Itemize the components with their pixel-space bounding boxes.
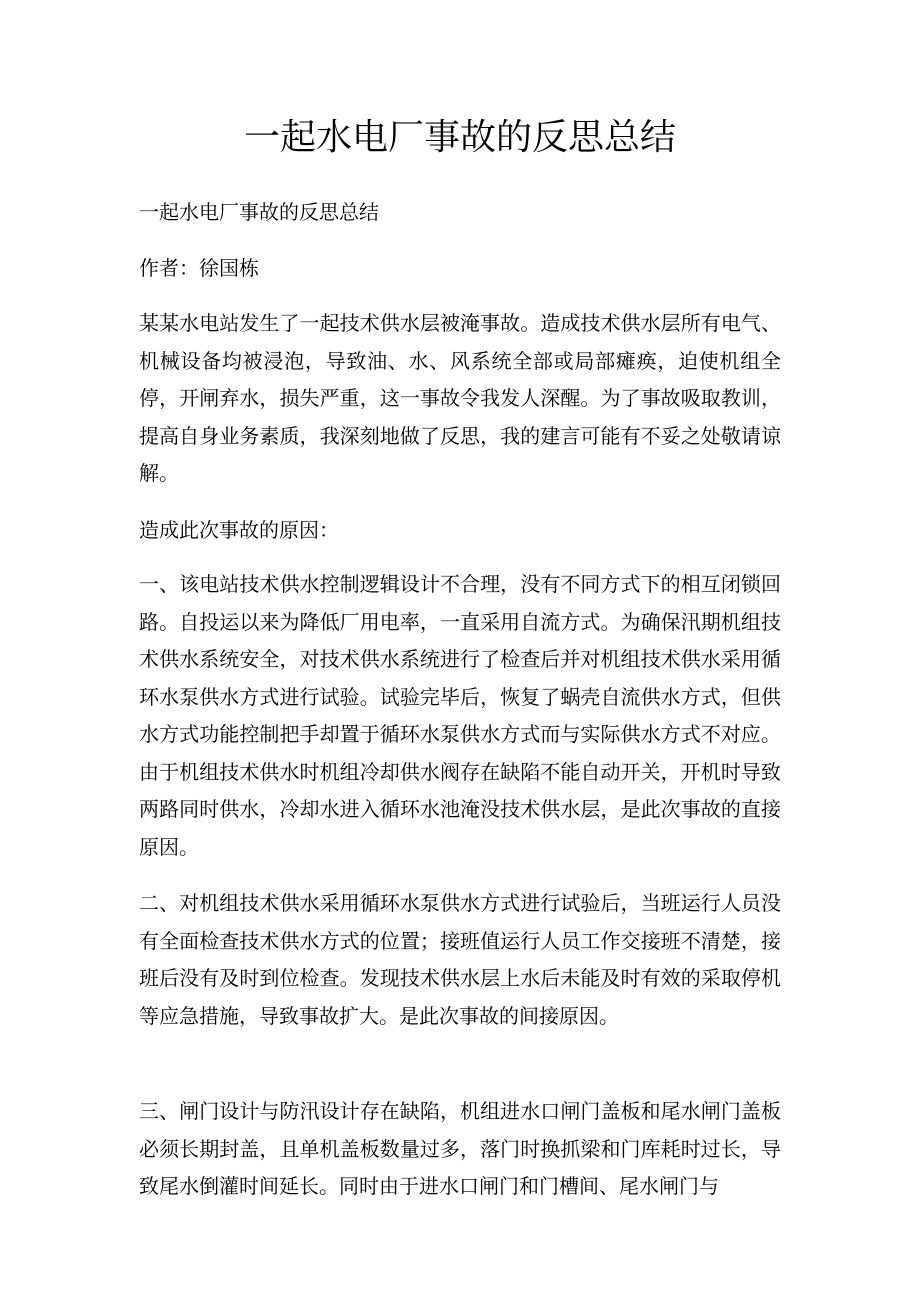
cause-two-paragraph: 二、对机组技术供水采用循环水泵供水方式进行试验后，当班运行人员没有全面检查技术供水方式的位置；接班值运行人员工作交接班不清楚，接班后没有及时到位检查。发现技术供水层上水后未能及时有效的采取停机等应急措施，导致事故扩大。是此次事故的间接原因。 xyxy=(139,891,781,1028)
cause-one-paragraph: 一、该电站技术供水控制逻辑设计不合理，没有不同方式下的相互闭锁回路。自投运以来为降低厂用电率，一直采用自流方式。为确保汛期机组技术供水系统安全，对技术供水系统进行了检查后并对机组技术供水采用循环水泵供水方式进行试验。试验完毕后，恢复了蜗壳自流供水方式，但供水方式功能控制把手却置于循环水泵供水方式而与实际供水方式不对应。由于机组技术供水时机组冷却供水阀存在缺陷不能自动开关，开机时导致两路同时供水，冷却水进入循环水池淹没技术供水层，是此次事故的直接原因。 xyxy=(139,572,781,859)
document-title: 一起水电厂事故的反思总结 xyxy=(243,117,676,158)
cause-three-paragraph: 三、闸门设计与防汛设计存在缺陷，机组进水口闸门盖板和尾水闸门盖板必须长期封盖，且单机盖板数量过多，落门时换抓梁和门库耗时过长，导致尾水倒灌时间延长。同时由于进水口闸门和门槽间、尾水闸门与 xyxy=(139,1099,781,1198)
author-line: 作者：徐国栋 xyxy=(139,256,259,280)
intro-paragraph: 某某水电站发生了一起技术供水层被淹事故。造成技术供水层所有电气、机械设备均被浸泡，导致油、水、风系统全部或局部瘫痪，迫使机组全停，开闸弃水，损失严重，这一事故令我发人深醒。为了事故吸取教训，提高自身业务素质，我深刻地做了反思，我的建言可能有不妥之处敬请谅解。 xyxy=(139,311,781,485)
document-subtitle: 一起水电厂事故的反思总结 xyxy=(139,200,379,224)
causes-heading: 造成此次事故的原因： xyxy=(139,518,339,542)
